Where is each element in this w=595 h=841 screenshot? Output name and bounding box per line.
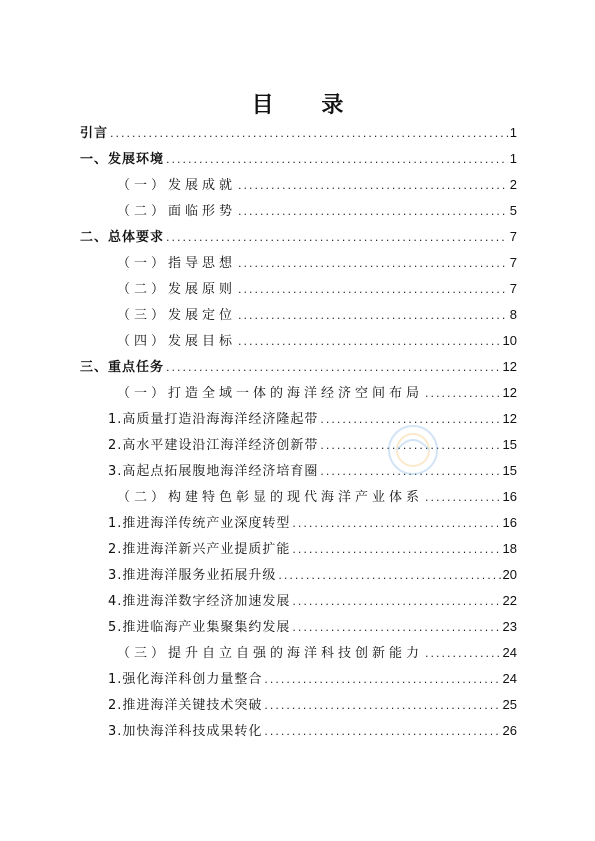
toc-page-number: 7 bbox=[509, 281, 517, 296]
toc-entry-label: 2.高水平建设沿江海洋经济创新带 bbox=[108, 438, 319, 453]
toc-entry-label: （二）面临形势 bbox=[117, 204, 237, 219]
toc-entry-label: （一）指导思想 bbox=[117, 256, 237, 271]
toc-entry-3-3-1[interactable] bbox=[108, 668, 517, 690]
toc-entry-label: 二、总体要求 bbox=[80, 230, 165, 245]
toc-page-number: 1 bbox=[509, 151, 517, 166]
toc-entry-3-1[interactable] bbox=[117, 382, 517, 404]
toc-leader-dots bbox=[292, 539, 500, 560]
toc-entry-3-1-2[interactable] bbox=[108, 434, 517, 456]
toc-entry-label: （三）提升自立自强的海洋科技创新能力 bbox=[117, 646, 424, 661]
toc-entry-label: 2.推进海洋关键技术突破 bbox=[108, 698, 263, 713]
toc-page-number: 8 bbox=[509, 307, 517, 322]
toc-entry-3-2-2[interactable] bbox=[108, 538, 517, 560]
toc-page-number: 7 bbox=[509, 255, 517, 270]
toc-leader-dots bbox=[264, 695, 500, 716]
toc-leader-dots bbox=[292, 591, 500, 612]
toc-page-number: 7 bbox=[509, 229, 517, 244]
toc-entry-3-2-1[interactable] bbox=[108, 512, 517, 534]
toc-leader-dots bbox=[166, 149, 508, 170]
toc-entry-label: （一）打造全域一体的海洋经济空间布局 bbox=[117, 386, 424, 401]
toc-entry-label: （四）发展目标 bbox=[117, 334, 237, 349]
toc-leader-dots bbox=[166, 357, 501, 378]
toc-leader-dots bbox=[238, 305, 508, 326]
toc-leader-dots bbox=[238, 331, 501, 352]
toc-page-number: 12 bbox=[502, 385, 517, 400]
toc-page-number: 20 bbox=[502, 567, 517, 582]
toc-page-number: 12 bbox=[502, 411, 517, 426]
toc-leader-dots bbox=[264, 721, 500, 742]
toc-page-number: 15 bbox=[502, 463, 517, 478]
toc-page-number: 2 bbox=[509, 177, 517, 192]
toc-page-number: 10 bbox=[502, 333, 517, 348]
toc-entry-3-3-2[interactable] bbox=[108, 694, 517, 716]
toc-leader-dots bbox=[264, 669, 500, 690]
toc-leader-dots bbox=[110, 123, 508, 144]
toc-page-number: 25 bbox=[502, 697, 517, 712]
circular-logo-watermark-icon bbox=[383, 420, 443, 480]
toc-leader-dots bbox=[425, 383, 501, 404]
toc-leader-dots bbox=[278, 565, 500, 586]
toc-leader-dots bbox=[425, 487, 501, 508]
toc-entry-label: 引言 bbox=[80, 126, 109, 141]
toc-entry-section-2[interactable] bbox=[80, 226, 517, 248]
toc-leader-dots bbox=[238, 279, 508, 300]
toc-entry-label: （二）构建特色彰显的现代海洋产业体系 bbox=[117, 490, 424, 505]
toc-entry-2-2[interactable] bbox=[117, 278, 517, 300]
toc-entry-label: 一、发展环境 bbox=[80, 152, 165, 167]
toc-entry-label: 4.推进海洋数字经济加速发展 bbox=[108, 594, 291, 609]
toc-entry-1-1[interactable] bbox=[117, 174, 517, 196]
toc-entry-label: 1.高质量打造沿海海洋经济隆起带 bbox=[108, 412, 319, 427]
toc-leader-dots bbox=[292, 513, 500, 534]
toc-entry-3-3-3[interactable] bbox=[108, 720, 517, 742]
toc-entry-3-2-4[interactable] bbox=[108, 590, 517, 612]
toc-entry-label: 5.推进临海产业集聚集约发展 bbox=[108, 620, 291, 635]
toc-entry-label: 三、重点任务 bbox=[80, 360, 165, 375]
toc-leader-dots bbox=[238, 175, 508, 196]
toc-page-number: 16 bbox=[502, 489, 517, 504]
toc-entry-1-2[interactable] bbox=[117, 200, 517, 222]
toc-entry-3-1-3[interactable] bbox=[108, 460, 517, 482]
toc-entry-2-1[interactable] bbox=[117, 252, 517, 274]
toc-entry-section-3[interactable] bbox=[80, 356, 517, 378]
toc-page-number: 24 bbox=[502, 645, 517, 660]
toc-entry-label: （二）发展原则 bbox=[117, 282, 237, 297]
toc-entry-label: 1.推进海洋传统产业深度转型 bbox=[108, 516, 291, 531]
toc-page-number: 15 bbox=[502, 437, 517, 452]
toc-page-number: 1 bbox=[509, 125, 517, 140]
toc-page-number: 23 bbox=[502, 619, 517, 634]
toc-entry-label: 2.推进海洋新兴产业提质扩能 bbox=[108, 542, 291, 557]
toc-entry-label: 3.加快海洋科技成果转化 bbox=[108, 724, 263, 739]
toc-page-number: 26 bbox=[502, 723, 517, 738]
toc-entry-3-3[interactable] bbox=[117, 642, 517, 664]
toc-entry-2-3[interactable] bbox=[117, 304, 517, 326]
page-title: 目 录 bbox=[251, 92, 364, 118]
toc-entry-label: 3.高起点拓展腹地海洋经济培育圈 bbox=[108, 464, 319, 479]
toc-entry-3-1-1[interactable] bbox=[108, 408, 517, 430]
toc-leader-dots bbox=[425, 643, 501, 664]
toc-page-number: 22 bbox=[502, 593, 517, 608]
toc-leader-dots bbox=[238, 253, 508, 274]
toc-page-number: 18 bbox=[502, 541, 517, 556]
toc-entry-label: （三）发展定位 bbox=[117, 308, 237, 323]
toc-entry-section-1[interactable] bbox=[80, 148, 517, 170]
toc-leader-dots bbox=[166, 227, 508, 248]
toc-entry-label: （一）发展成就 bbox=[117, 178, 237, 193]
toc-entry-label: 3.推进海洋服务业拓展升级 bbox=[108, 568, 277, 583]
toc-page-number: 12 bbox=[502, 359, 517, 374]
toc-entry-3-2-5[interactable] bbox=[108, 616, 517, 638]
toc-entry-3-2[interactable] bbox=[117, 486, 517, 508]
toc-page-number: 24 bbox=[502, 671, 517, 686]
toc-leader-dots bbox=[238, 201, 508, 222]
toc-entry-intro[interactable] bbox=[80, 122, 517, 144]
toc-entry-3-2-3[interactable] bbox=[108, 564, 517, 586]
toc-entry-2-4[interactable] bbox=[117, 330, 517, 352]
toc-page-number: 16 bbox=[502, 515, 517, 530]
toc-leader-dots bbox=[292, 617, 500, 638]
toc-page-number: 5 bbox=[509, 203, 517, 218]
toc-entry-label: 1.强化海洋科创力量整合 bbox=[108, 672, 263, 687]
